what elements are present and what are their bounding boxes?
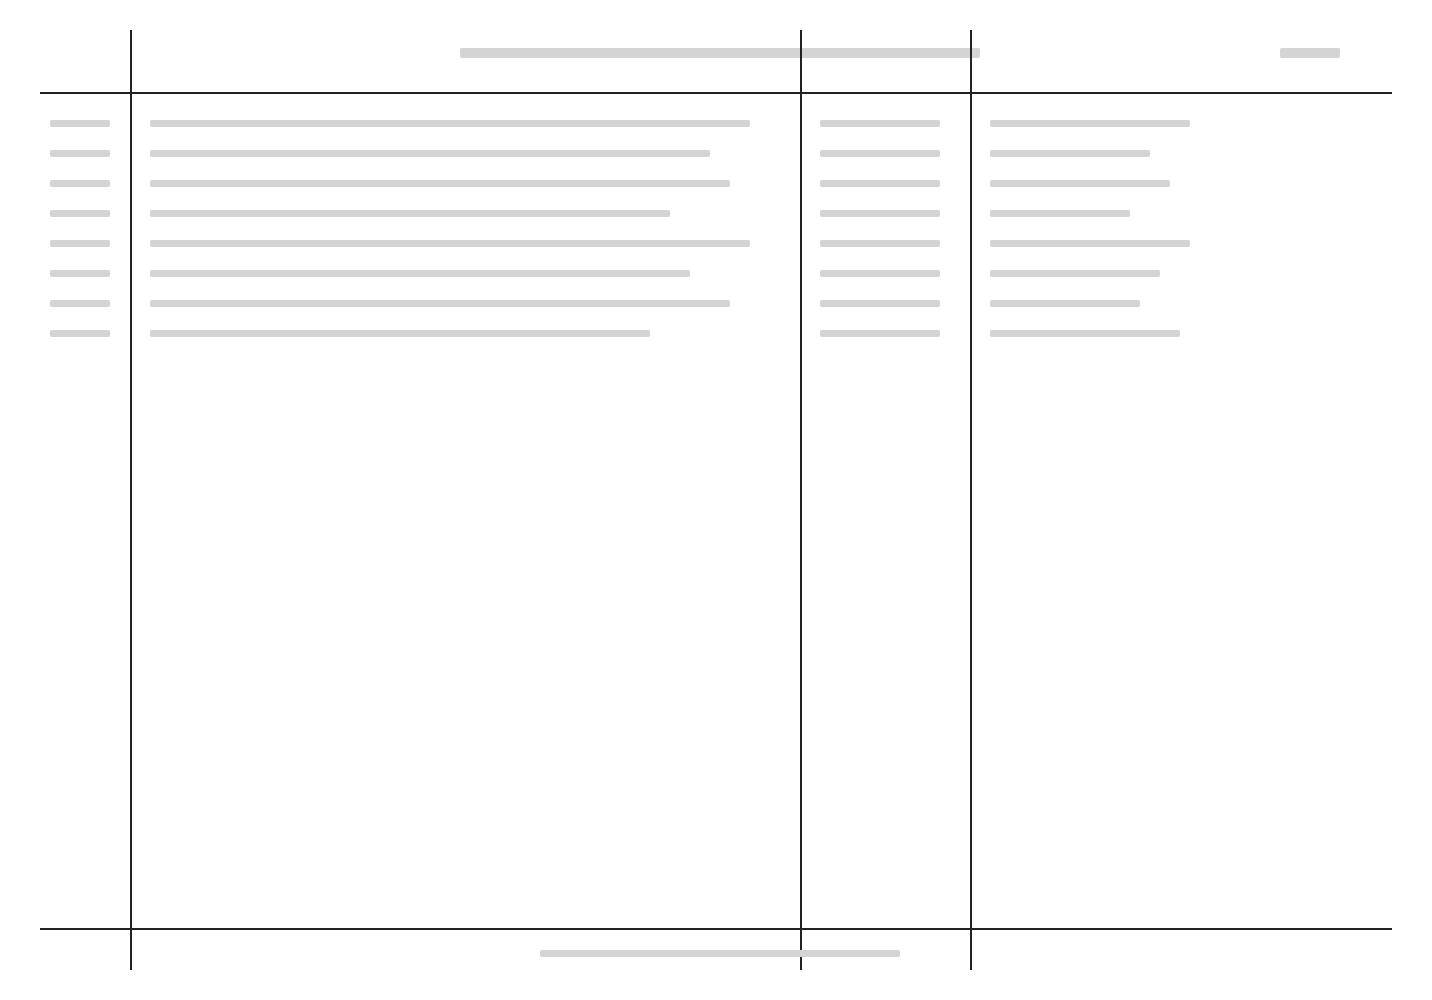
cell-placeholder (820, 330, 940, 337)
cell-placeholder (990, 210, 1130, 217)
cell-placeholder (50, 240, 110, 247)
cell-placeholder (990, 120, 1190, 127)
cell-placeholder (150, 330, 650, 337)
cell-placeholder (820, 120, 940, 127)
cell-placeholder (50, 270, 110, 277)
cell-placeholder (990, 150, 1150, 157)
cell-placeholder (990, 270, 1160, 277)
cell-placeholder (150, 150, 710, 157)
header-placeholder (1280, 48, 1340, 58)
cell-placeholder (150, 120, 750, 127)
cell-placeholder (820, 180, 940, 187)
cell-placeholder (820, 240, 940, 247)
cell-placeholder (150, 210, 670, 217)
cell-placeholder (150, 240, 750, 247)
page (40, 30, 1392, 970)
cell-placeholder (150, 180, 730, 187)
footer-rule (40, 928, 1392, 930)
cell-placeholder (990, 240, 1190, 247)
cell-placeholder (50, 180, 110, 187)
cell-placeholder (990, 180, 1170, 187)
cell-placeholder (50, 210, 110, 217)
header-block (40, 30, 1392, 90)
cell-placeholder (990, 330, 1180, 337)
footer-block (40, 940, 1392, 970)
header-rule (40, 92, 1392, 94)
cell-placeholder (50, 150, 110, 157)
footer-placeholder (540, 950, 900, 957)
cell-placeholder (820, 210, 940, 217)
cell-placeholder (50, 300, 110, 307)
cell-placeholder (820, 300, 940, 307)
header-placeholder (460, 48, 980, 58)
cell-placeholder (820, 270, 940, 277)
cell-placeholder (150, 270, 690, 277)
cell-placeholder (990, 300, 1140, 307)
cell-placeholder (50, 330, 110, 337)
cell-placeholder (150, 300, 730, 307)
table-body (40, 110, 1392, 920)
cell-placeholder (820, 150, 940, 157)
cell-placeholder (50, 120, 110, 127)
